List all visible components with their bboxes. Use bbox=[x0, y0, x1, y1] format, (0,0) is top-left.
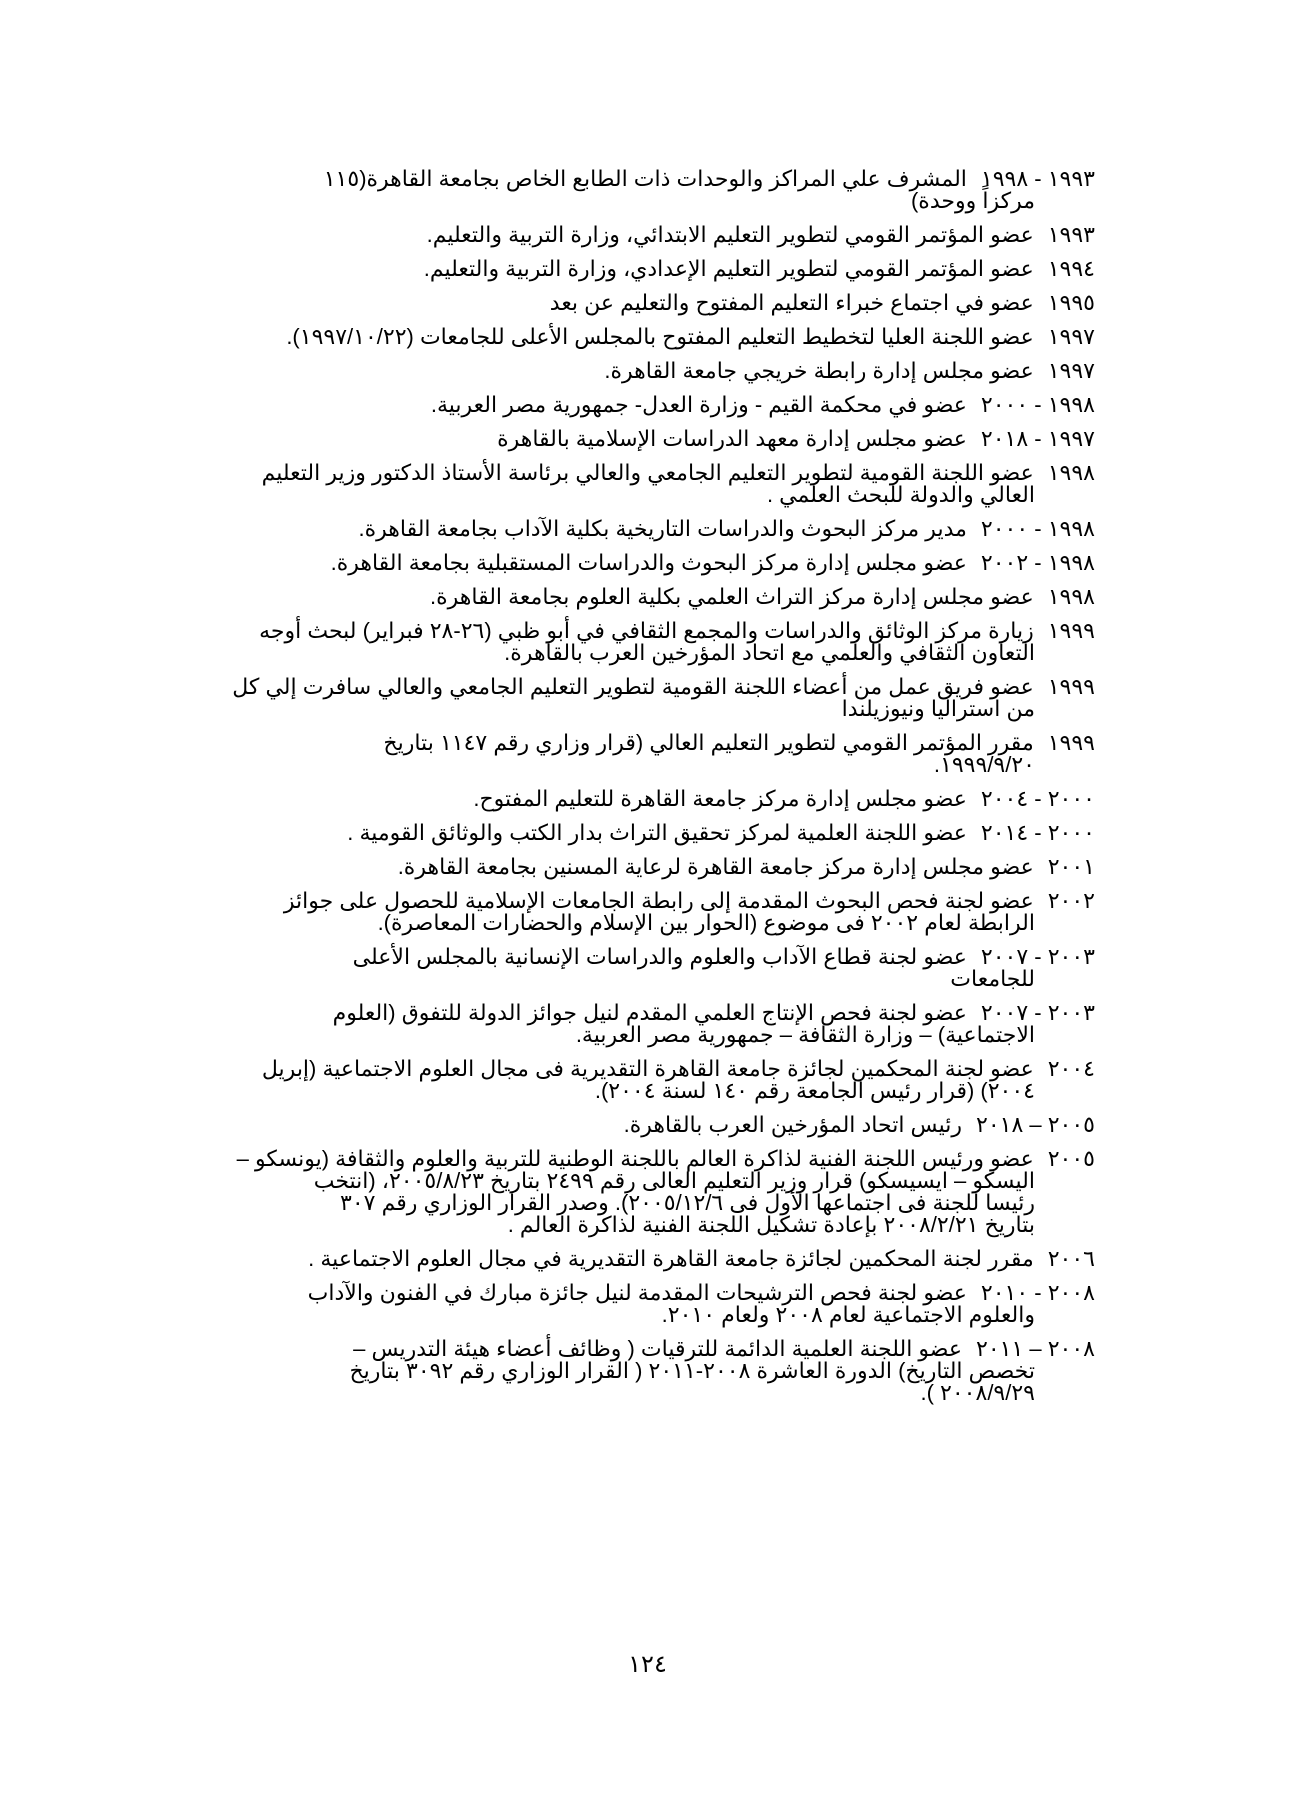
entry-text-continued: التعاون الثقافي والعلمي مع اتحاد المؤرخين العرب بالقاهرة. bbox=[504, 640, 1035, 665]
list-item bbox=[182, 518, 1095, 540]
entry-text-continued: للجامعات bbox=[950, 966, 1035, 991]
list-item bbox=[182, 890, 1095, 934]
entry-text: مدير مركز البحوث والدراسات التاريخية بكلية الآداب بجامعة القاهرة. bbox=[358, 516, 967, 541]
entry-date: ٢٠٠٣ - ٢٠٠٧ bbox=[980, 944, 1095, 969]
list-item bbox=[182, 788, 1095, 810]
entry-text: زيارة مركز الوثائق والدراسات والمجمع الثقافي في أبو ظبي (٢٦-٢٨ فبراير) لبحث أوجه bbox=[259, 618, 1034, 643]
list-item bbox=[182, 1114, 1095, 1136]
entry-date: ١٩٩٤ bbox=[1047, 256, 1095, 281]
entry-text: عضو لجنة المحكمين لجائزة جامعة القاهرة التقديرية فى مجال العلوم الاجتماعية (إبريل bbox=[261, 1056, 1034, 1081]
entry-text: عضو اللجنة العلمية لمركز تحقيق التراث بدار الكتب والوثائق القومية . bbox=[347, 820, 967, 845]
entry-text: عضو المؤتمر القومي لتطوير التعليم الابتدائي، وزارة التربية والتعليم. bbox=[426, 222, 1034, 247]
list-item bbox=[182, 676, 1095, 720]
entry-text: مقرر لجنة المحكمين لجائزة جامعة القاهرة التقديرية في مجال العلوم الاجتماعية . bbox=[308, 1246, 1034, 1271]
entry-date: ١٩٩٩ bbox=[1047, 730, 1095, 755]
entry-text: عضو مجلس إدارة مركز التراث العلمي بكلية العلوم بجامعة القاهرة. bbox=[430, 584, 1034, 609]
list-item bbox=[182, 224, 1095, 246]
entry-text-continued: بتاريخ ٢٠٠٨/٢/٢١ بإعادة تشكيل اللجنة الفنية لذاكرة العالم . bbox=[507, 1212, 1035, 1237]
entry-text: عضو مجلس إدارة معهد الدراسات الإسلامية بالقاهرة bbox=[497, 426, 967, 451]
entry-text: عضو في اجتماع خبراء التعليم المفتوح والتعليم عن بعد bbox=[549, 290, 1034, 315]
entry-date: ١٩٩٨ - ٢٠٠٠ bbox=[980, 516, 1095, 541]
entry-date: ٢٠٠٨ - ٢٠١٠ bbox=[980, 1280, 1095, 1305]
list-item bbox=[182, 1248, 1095, 1270]
list-item bbox=[182, 326, 1095, 348]
entry-text: عضو فريق عمل من أعضاء اللجنة القومية لتطوير التعليم الجامعي والعالي سافرت إلي كل bbox=[232, 674, 1034, 699]
entry-text-continued: ٢٠٠٤) (قرار رئيس الجامعة رقم ١٤٠ لسنة ٢٠٠٤). bbox=[594, 1078, 1035, 1103]
entry-date: ١٩٩٨ - ٢٠٠٠ bbox=[980, 392, 1095, 417]
entry-date: ٢٠٠٠ - ٢٠٠٤ bbox=[980, 786, 1095, 811]
list-item bbox=[182, 1148, 1095, 1236]
entry-text: مقرر المؤتمر القومي لتطوير التعليم العالي (قرار وزاري رقم ١١٤٧ بتاريخ bbox=[383, 730, 1034, 755]
entry-date: ١٩٩٨ - ٢٠٠٢ bbox=[980, 550, 1095, 575]
list-item bbox=[182, 462, 1095, 506]
entry-date: ١٩٩٨ bbox=[1047, 460, 1095, 485]
entry-text-continued: الاجتماعية) – وزارة الثقافة – جمهورية مصر العربية. bbox=[575, 1022, 1035, 1047]
page-number: ١٢٤ bbox=[628, 1651, 667, 1678]
list-item bbox=[182, 428, 1095, 450]
entry-date: ٢٠٠٨ – ٢٠١١ bbox=[976, 1336, 1095, 1361]
list-item bbox=[182, 168, 1095, 212]
entry-text-continued: مركزاً ووحدة) bbox=[910, 188, 1035, 213]
list-item bbox=[182, 946, 1095, 990]
list-item bbox=[182, 258, 1095, 280]
list-item bbox=[182, 360, 1095, 382]
entry-text-continued: ١٩٩٩/٩/٢٠. bbox=[933, 752, 1035, 777]
entry-date: ١٩٩٧ bbox=[1047, 324, 1095, 349]
list-item bbox=[182, 394, 1095, 416]
entry-text-continued: من استراليا ونيوزيلندا bbox=[841, 696, 1035, 721]
entry-text: عضو لجنة فحص الإنتاج العلمي المقدم لنيل جوائز الدولة للتفوق (العلوم bbox=[332, 1000, 967, 1025]
entry-date: ١٩٩٩ bbox=[1047, 674, 1095, 699]
entry-date: ١٩٩٥ bbox=[1047, 290, 1095, 315]
list-item bbox=[182, 620, 1095, 664]
list-item bbox=[182, 1338, 1095, 1404]
entry-text: عضو لجنة فحص الترشيحات المقدمة لنيل جائزة مبارك في الفنون والآداب bbox=[307, 1280, 967, 1305]
entry-text: رئيس اتحاد المؤرخين العرب بالقاهرة. bbox=[623, 1112, 962, 1137]
entry-text: عضو اللجنة العليا لتخطيط التعليم المفتوح بالمجلس الأعلى للجامعات (١٩٩٧/١٠/٢٢). bbox=[286, 324, 1034, 349]
entry-date: ٢٠٠٣ - ٢٠٠٧ bbox=[980, 1000, 1095, 1025]
entry-text: عضو ورئيس اللجنة الفنية لذاكرة العالم باللجنة الوطنية للتربية والعلوم والثقافة (يونسكو – bbox=[236, 1146, 1034, 1171]
entry-date: ٢٠٠٢ bbox=[1047, 888, 1095, 913]
entry-date: ٢٠٠٠ - ٢٠١٤ bbox=[980, 820, 1095, 845]
list-item bbox=[182, 292, 1095, 314]
list-item bbox=[182, 1002, 1095, 1046]
entry-text: عضو مجلس إدارة مركز جامعة القاهرة لرعاية المسنين بجامعة القاهرة. bbox=[397, 854, 1034, 879]
list-item bbox=[182, 586, 1095, 608]
entry-date: ٢٠٠١ bbox=[1047, 854, 1095, 879]
entry-text: عضو اللجنة العلمية الدائمة للترقيات ( وظائف أعضاء هيئة التدريس – bbox=[353, 1336, 962, 1361]
list-item bbox=[182, 552, 1095, 574]
entry-text-continued: اليسكو – ايسيسكو) قرار وزير التعليم العالى رقم ٢٤٩٩ بتاريخ ٢٠٠٥/٨/٢٣، (انتخب bbox=[313, 1168, 1035, 1193]
entry-text: عضو لجنة قطاع الآداب والعلوم والدراسات الإنسانية بالمجلس الأعلى bbox=[352, 944, 967, 969]
entry-text: المشرف علي المراكز والوحدات ذات الطابع الخاص بجامعة القاهرة(١١٥ bbox=[323, 166, 967, 191]
list-item bbox=[182, 822, 1095, 844]
entry-date: ٢٠٠٦ bbox=[1047, 1246, 1095, 1271]
entry-text: عضو مجلس إدارة رابطة خريجي جامعة القاهرة. bbox=[604, 358, 1034, 383]
entry-text: عضو لجنة فحص البحوث المقدمة إلى رابطة الجامعات الإسلامية للحصول على جوائز bbox=[283, 888, 1034, 913]
entries-list bbox=[182, 168, 1095, 1416]
entry-date: ١٩٩٣ bbox=[1047, 222, 1095, 247]
entry-text-continued: ٢٠٠٨/٩/٢٩ ). bbox=[920, 1380, 1035, 1405]
entry-date: ١٩٩٨ bbox=[1047, 584, 1095, 609]
list-item bbox=[182, 856, 1095, 878]
entry-date: ٢٠٠٤ bbox=[1047, 1056, 1095, 1081]
entry-text-continued: والعلوم الاجتماعية لعام ٢٠٠٨ ولعام ٢٠١٠. bbox=[661, 1302, 1035, 1327]
entry-text-continued: الرابطة لعام ٢٠٠٢ فى موضوع (الحوار بين الإسلام والحضارات المعاصرة). bbox=[377, 910, 1035, 935]
entry-date: ١٩٩٩ bbox=[1047, 618, 1095, 643]
entry-text: عضو اللجنة القومية لتطوير التعليم الجامعي والعالي برئاسة الأستاذ الدكتور وزير التعليم bbox=[261, 460, 1034, 485]
entry-date: ١٩٩٧ bbox=[1047, 358, 1095, 383]
entry-date: ٢٠٠٥ – ٢٠١٨ bbox=[976, 1112, 1095, 1137]
entry-text: عضو المؤتمر القومي لتطوير التعليم الإعدادي، وزارة التربية والتعليم. bbox=[423, 256, 1034, 281]
entry-text: عضو مجلس إدارة مركز جامعة القاهرة للتعليم المفتوح. bbox=[473, 786, 967, 811]
entry-text-continued: رئيسا للجنة فى اجتماعها الأول فى ٢٠٠٥/١٢/٦). وصدر القرار الوزاري رقم ٣٠٧ bbox=[340, 1190, 1035, 1215]
entry-date: ١٩٩٧ - ٢٠١٨ bbox=[980, 426, 1095, 451]
list-item bbox=[182, 1282, 1095, 1326]
entry-text: عضو في محكمة القيم - وزارة العدل- جمهورية مصر العربية. bbox=[430, 392, 967, 417]
list-item bbox=[182, 732, 1095, 776]
entry-text-continued: تخصص التاريخ) الدورة العاشرة ٢٠٠٨-٢٠١١ ( القرار الوزاري رقم ٣٠٩٢ بتاريخ bbox=[349, 1358, 1035, 1383]
entry-date: ٢٠٠٥ bbox=[1047, 1146, 1095, 1171]
entry-text: عضو مجلس إدارة مركز البحوث والدراسات المستقبلية بجامعة القاهرة. bbox=[330, 550, 967, 575]
list-item bbox=[182, 1058, 1095, 1102]
entry-date: ١٩٩٣ - ١٩٩٨ bbox=[980, 166, 1095, 191]
entry-text-continued: العالي والدولة للبحث العلمي . bbox=[766, 482, 1035, 507]
